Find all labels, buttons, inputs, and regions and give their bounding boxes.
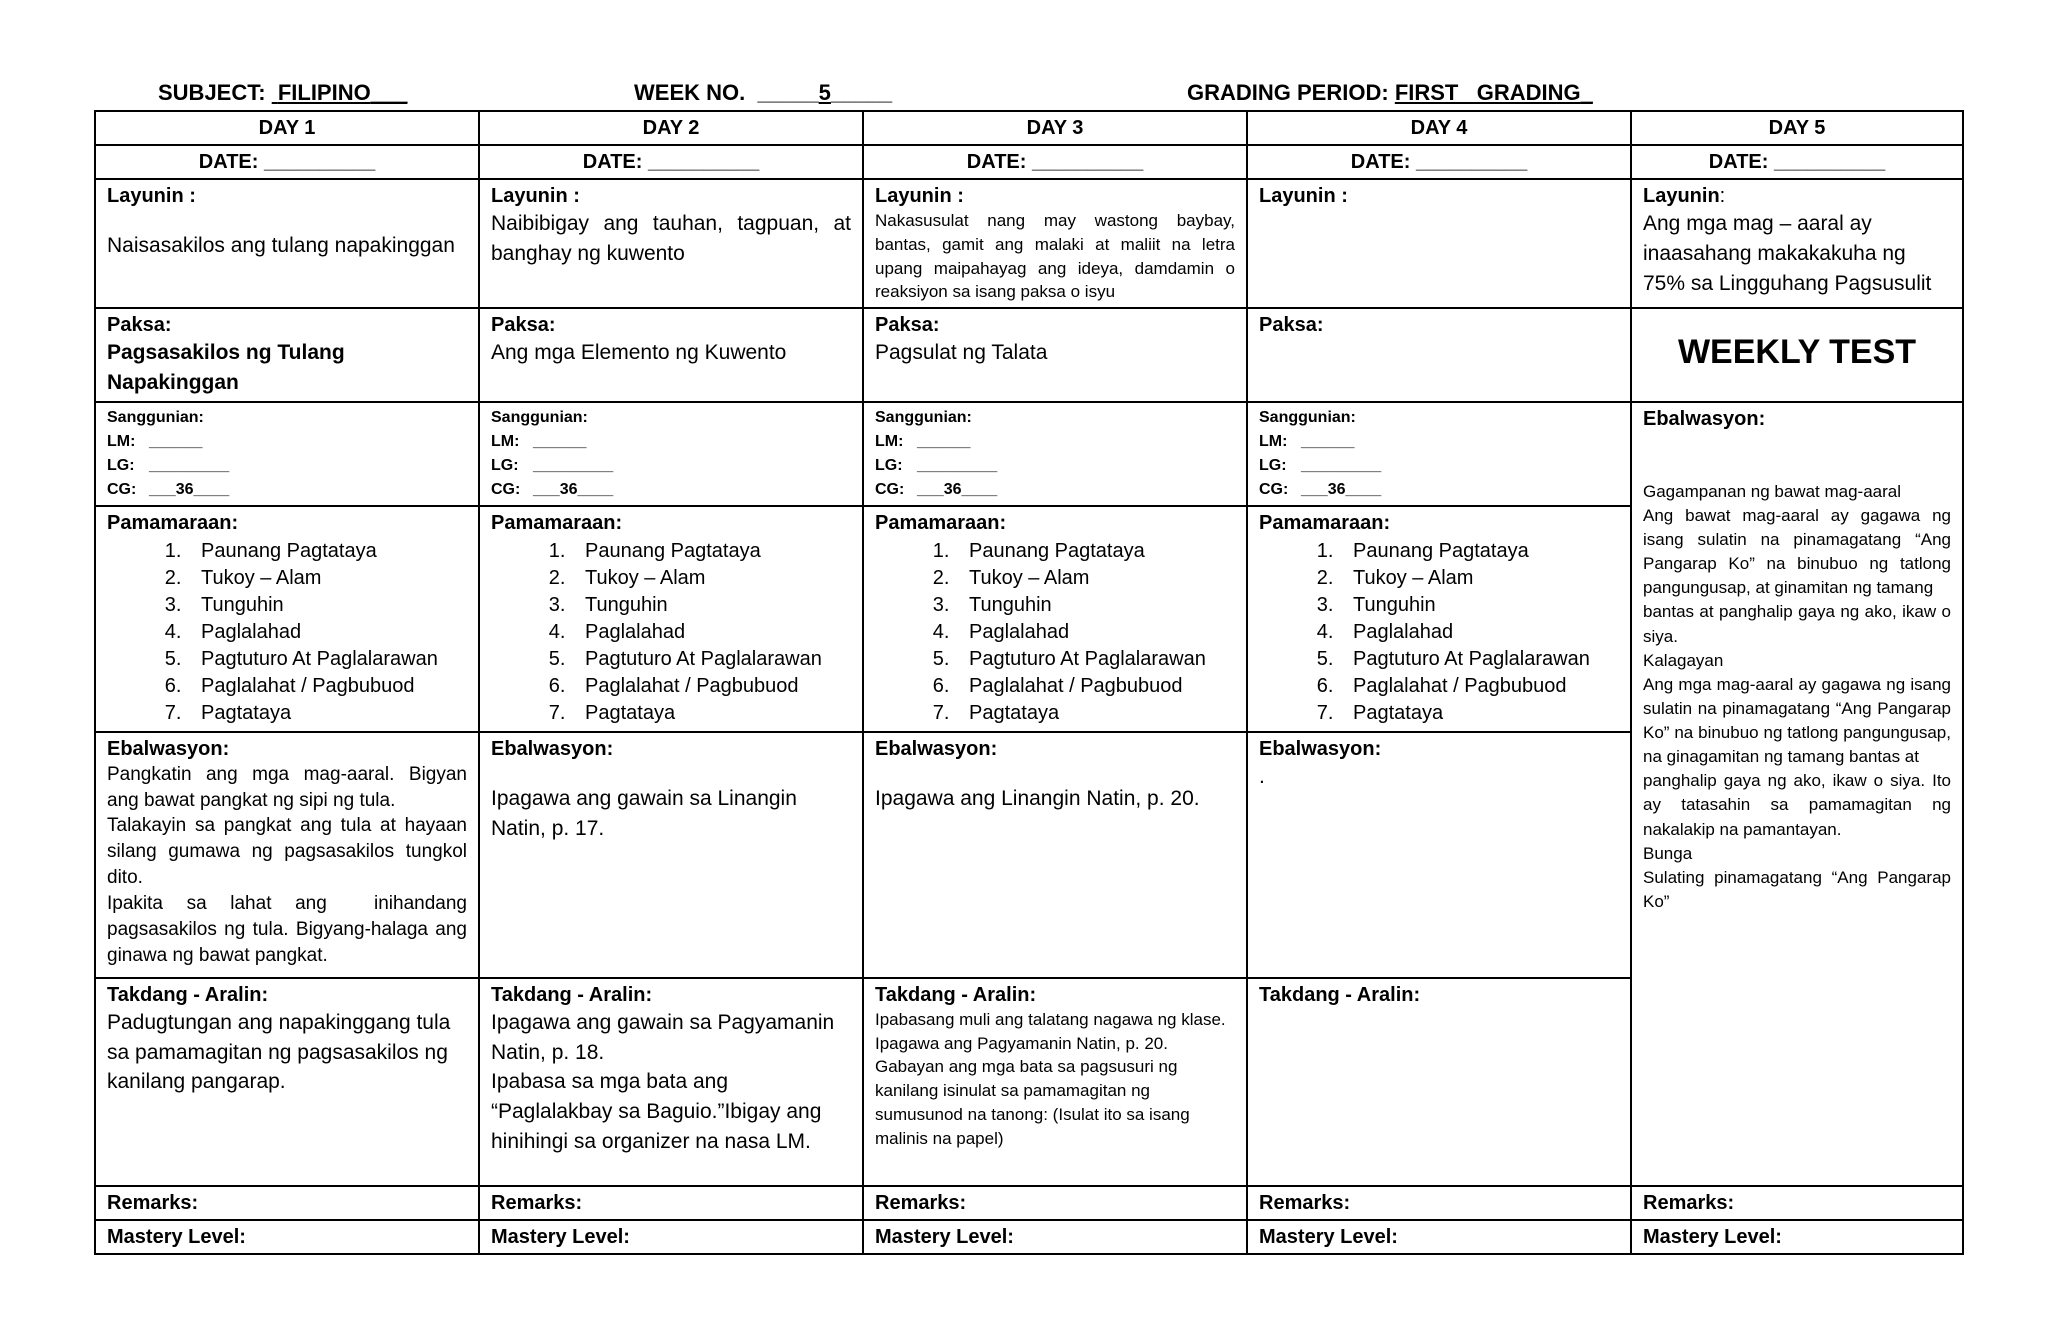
takdang-label: Takdang - Aralin: [875,983,1037,1006]
ev5-line: Sulating pinamagatang “Ang Pangarap Ko” [1643,867,1951,911]
day-3-header: DAY 3 [863,111,1247,145]
lm-field: LM: ______ [107,432,203,450]
ev5-line: Kalagayan [1643,650,1724,670]
paksa-text: Pagsulat ng Talata [875,341,1048,365]
sanggunian-label: Sanggunian: [875,408,972,426]
ebalwasyon-label: Ebalwasyon: [1259,737,1382,760]
day-3-date: DATE: __________ [863,145,1247,179]
day-1-mastery: Mastery Level: [95,1220,479,1254]
layunin-text: Naisasakilos ang tulang napakinggan [107,234,455,257]
pamamaraan-label: Pamamaraan: [491,511,623,534]
lg-field: LG: _________ [107,456,230,474]
layunin-text: Ang mga mag – aaral ay inaasahang makakakuha ng 75% sa Lingguhang Pagsusulit [1643,212,1932,295]
day-3-ebalwasyon [863,732,1247,978]
paksa-row [95,308,1963,402]
takdang-label: Takdang - Aralin: [107,983,269,1006]
day-5-layunin [1631,179,1963,308]
day-5-remarks: Remarks: [1631,1186,1963,1220]
step-item: 5. Pagtuturo At Paglalarawan [1339,646,1619,673]
layunin-label: Layunin : [1259,185,1348,207]
step-item: 3. Tunguhin [187,592,467,619]
day-5-date: DATE: __________ [1631,145,1963,179]
day-4-takdang [1247,978,1631,1186]
day-4-header: DAY 4 [1247,111,1631,145]
step-item: 4. Paglalahad [1339,619,1619,646]
subject-value: FILIPINO___ [277,80,408,105]
steps-list [1259,538,1619,727]
pamamaraan-label: Pamamaraan: [875,511,1007,534]
cg-field: CG: ___36____ [875,480,998,498]
step-item: 2. Tukoy – Alam [187,565,467,592]
day-1-ebalwasyon [95,732,479,978]
sanggunian-label: Sanggunian: [491,408,588,426]
day-2-sanggunian [479,402,863,506]
day-header-row [95,111,1963,145]
step-item: 7. Pagtataya [1339,700,1619,727]
day-3-paksa [863,308,1247,402]
day-1-date: DATE: __________ [95,145,479,179]
grading-label: GRADING PERIOD: [1187,80,1389,105]
day-5-mastery: Mastery Level: [1631,1220,1963,1254]
layunin-label: Layunin: [1643,185,1726,207]
subject-label: SUBJECT: [158,80,266,105]
layunin-label: Layunin : [491,185,580,207]
grading-header [1187,80,1593,106]
day-2-layunin [479,179,863,308]
day-4-paksa [1247,308,1631,402]
step-item: 3. Tunguhin [955,592,1235,619]
layunin-row [95,179,1963,308]
step-item: 1. Paunang Pagtataya [1339,538,1619,565]
ebalwasyon-text: Pangkatin ang mga mag-aaral. Bigyan ang bawat pangkat ng sipi ng tula. Talakayin sa pangkat ang tula at hayaan silang gumawa ng pagsasakilos tungkol dito. Ipakita sa lahat ang inihandang pagsasakilos ng tula. Bigyang-halaga ang ginawa ng bawat pangkat. [107,763,473,966]
ev5-line: Ang mga mag-aaral ay gagawa ng isang sulatin na pinamagatang “Ang Pangarap Ko” na binubuo ng tatlong pangungusap, na ginagamitan ng tamang bantas at [1643,674,1951,767]
day-5-ebalwasyon [1631,402,1963,1186]
lg-field: LG: _________ [875,456,998,474]
step-item: 1. Paunang Pagtataya [571,538,851,565]
ev5-line: Bunga [1643,843,1693,863]
day-2-takdang [479,978,863,1186]
step-item: 6. Paglalahat / Pagbubuod [955,673,1235,700]
step-item: 2. Tukoy – Alam [571,565,851,592]
step-item: 6. Paglalahat / Pagbubuod [187,673,467,700]
paksa-label: Paksa: [1259,314,1324,337]
day-5-ebalwasyon-text [1643,480,1951,914]
ev5-line: panghalip gaya ng ako, ikaw o siya. Ito ay tatasahin sa pamamagitan ng nakalakip na pamantayan. [1643,771,1951,839]
day-1-pamamaraan [95,506,479,732]
day-2-header: DAY 2 [479,111,863,145]
day-3-mastery: Mastery Level: [863,1220,1247,1254]
day-1-remarks: Remarks: [95,1186,479,1220]
step-item: 1. Paunang Pagtataya [955,538,1235,565]
pamamaraan-label: Pamamaraan: [107,511,239,534]
day-2-date: DATE: __________ [479,145,863,179]
step-item: 7. Pagtataya [955,700,1235,727]
date-row [95,145,1963,179]
steps-list [875,538,1235,727]
step-item: 6. Paglalahat / Pagbubuod [571,673,851,700]
takdang-text: Ipabasang muli ang talatang nagawa ng klase. Ipagawa ang Pagyamanin Natin, p. 20. Gabayan ang mga bata sa pagsusuri ng kanilang isinulat sa pamamagitan ng sumusunod na tanong: (Isulat ito sa isang malinis na papel) [875,1009,1226,1148]
paksa-label: Paksa: [875,314,940,337]
grading-value: FIRST GRADING_ [1394,80,1593,105]
day-4-ebalwasyon [1247,732,1631,978]
layunin-text: Nakasusulat nang may wastong baybay, bantas, gamit ang malaki at maliit na letra upang maipahayag ang ideya, damdamin o reaksiyon sa isang paksa o isyu [875,211,1235,302]
day-4-pamamaraan [1247,506,1631,732]
step-item: 6. Paglalahat / Pagbubuod [1339,673,1619,700]
layunin-text: Naibibigay ang tauhan, tagpuan, at banghay ng kuwento [491,212,851,265]
week-label: WEEK NO. [634,80,746,105]
paksa-text: Ang mga Elemento ng Kuwento [491,341,787,365]
pamamaraan-label: Pamamaraan: [1259,511,1391,534]
ebalwasyon-text: . [1259,764,1265,788]
takdang-text: Ipagawa ang gawain sa Pagyamanin Natin, p. 18. Ipabasa sa mga bata ang “Paglalakbay sa Baguio.”Ibigay ang hinihingi sa organizer na nasa LM. [491,1010,835,1154]
ebalwasyon-text: Ipagawa ang gawain sa Linangin Natin, p. 17. [491,786,797,840]
day-2-ebalwasyon [479,732,863,978]
day-1-paksa [95,308,479,402]
day-5-header: DAY 5 [1631,111,1963,145]
day-4-remarks: Remarks: [1247,1186,1631,1220]
step-item: 5. Pagtuturo At Paglalarawan [187,646,467,673]
week-value: _____5_____ [757,80,893,105]
takdang-label: Takdang - Aralin: [491,983,653,1006]
day-4-layunin [1247,179,1631,308]
day-4-mastery: Mastery Level: [1247,1220,1631,1254]
paksa-label: Paksa: [107,314,172,337]
layunin-label: Layunin : [107,185,196,207]
lg-field: LG: _________ [491,456,614,474]
ebalwasyon-label: Ebalwasyon: [107,737,230,760]
step-item: 2. Tukoy – Alam [955,565,1235,592]
cg-field: CG: ___36____ [1259,480,1382,498]
cg-field: CG: ___36____ [107,480,230,498]
day-2-remarks: Remarks: [479,1186,863,1220]
mastery-row [95,1220,1963,1254]
ev5-line: bantas at panghalip gaya ng ako, ikaw o siya. [1643,602,1951,646]
step-item: 4. Paglalahad [187,619,467,646]
day-1-sanggunian [95,402,479,506]
step-item: 1. Paunang Pagtataya [187,538,467,565]
step-item: 3. Tunguhin [571,592,851,619]
week-header [634,80,892,106]
lesson-plan-table [94,110,1964,1255]
day-3-takdang [863,978,1247,1186]
sanggunian-label: Sanggunian: [107,408,204,426]
step-item: 7. Pagtataya [187,700,467,727]
sanggunian-row [95,402,1963,506]
ev5-line: Ang bawat mag-aaral ay gagawa ng isang sulatin na pinamagatang “Ang Pangarap Ko” na binubuo ng tatlong pangungusap, at ginamitan ng tamang [1643,505,1951,598]
day-3-sanggunian [863,402,1247,506]
lm-field: LM: ______ [491,432,587,450]
day-3-layunin [863,179,1247,308]
ev5-line: Gagampanan ng bawat mag-aaral [1643,481,1901,501]
layunin-label: Layunin : [875,185,964,207]
weekly-test-title: WEEKLY TEST [1677,333,1917,372]
step-item: 5. Pagtuturo At Paglalarawan [571,646,851,673]
day-4-date: DATE: __________ [1247,145,1631,179]
step-item: 3. Tunguhin [1339,592,1619,619]
sanggunian-label: Sanggunian: [1259,408,1356,426]
ebalwasyon-label: Ebalwasyon: [875,737,998,760]
steps-list [107,538,467,727]
step-item: 5. Pagtuturo At Paglalarawan [955,646,1235,673]
day-4-sanggunian [1247,402,1631,506]
takdang-label: Takdang - Aralin: [1259,983,1421,1006]
step-item: 2. Tukoy – Alam [1339,565,1619,592]
ebalwasyon-text: Ipagawa ang Linangin Natin, p. 20. [875,786,1200,810]
remarks-row [95,1186,1963,1220]
ebalwasyon-label: Ebalwasyon: [1643,407,1766,430]
step-item: 4. Paglalahad [571,619,851,646]
day-1-layunin [95,179,479,308]
day-3-pamamaraan [863,506,1247,732]
subject-header [158,80,407,106]
cg-field: CG: ___36____ [491,480,614,498]
day-1-takdang [95,978,479,1186]
day-3-remarks: Remarks: [863,1186,1247,1220]
step-item: 4. Paglalahad [955,619,1235,646]
takdang-text: Padugtungan ang napakinggang tula sa pamamagitan ng pagsasakilos ng kanilang pangarap. [107,1010,451,1094]
steps-list [491,538,851,727]
day-2-paksa [479,308,863,402]
ebalwasyon-label: Ebalwasyon: [491,737,614,760]
day-2-mastery: Mastery Level: [479,1220,863,1254]
paksa-label: Paksa: [491,314,556,337]
step-item: 7. Pagtataya [571,700,851,727]
paksa-text: Pagsasakilos ng Tulang Napakinggan [107,341,345,394]
day-5-weekly-test [1631,308,1963,402]
lm-field: LM: ______ [1259,432,1355,450]
day-1-header: DAY 1 [95,111,479,145]
lg-field: LG: _________ [1259,456,1382,474]
lm-field: LM: ______ [875,432,971,450]
day-2-pamamaraan [479,506,863,732]
